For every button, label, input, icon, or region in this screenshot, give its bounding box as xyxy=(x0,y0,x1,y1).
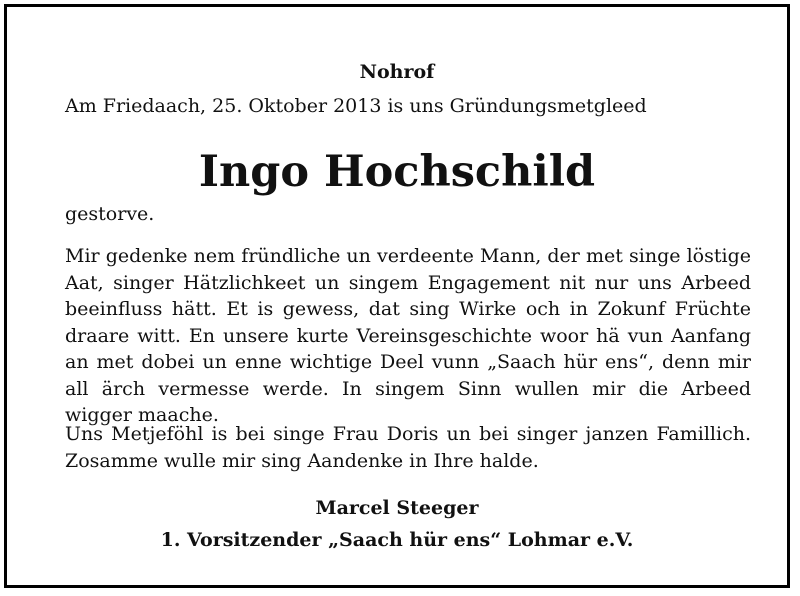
died-word: gestorve. xyxy=(65,203,155,225)
deceased-name: Ingo Hochschild xyxy=(198,147,596,197)
condolence-paragraph: Uns Metjeföhl is bei singe Frau Doris un bei singer janzen Famillich. Zosamme wulle mir sing Aandenke in Ihre halde. xyxy=(65,423,751,472)
obituary-notice xyxy=(4,4,790,588)
signature-name: Marcel Steeger xyxy=(315,497,479,519)
notice-heading: Nohrof xyxy=(359,61,435,83)
tribute-paragraph: Mir gedenke nem fründliche un verdeente Mann, der met singe löstige Aat, singer Hätzlichkeet un singem Engagement nit nur uns Arbeed beeinfluss hätt. Et is gewess, dat sing Wirke och in Zokunf Früchte draare witt. En unsere kurte Vereinsgeschichte woor hä vun Aanfang an met dobei un enne wichtige Deel vunn „Saach hür ens“, denn mir all ärch vermesse werde. In singem Sinn wullen mir die Arbeed wigger maache. xyxy=(65,245,751,426)
intro-line: Am Friedaach, 25. Oktober 2013 is uns Gründungsmetgleed xyxy=(65,95,647,117)
signature-role: 1. Vorsitzender „Saach hür ens“ Lohmar e.V. xyxy=(160,529,634,551)
